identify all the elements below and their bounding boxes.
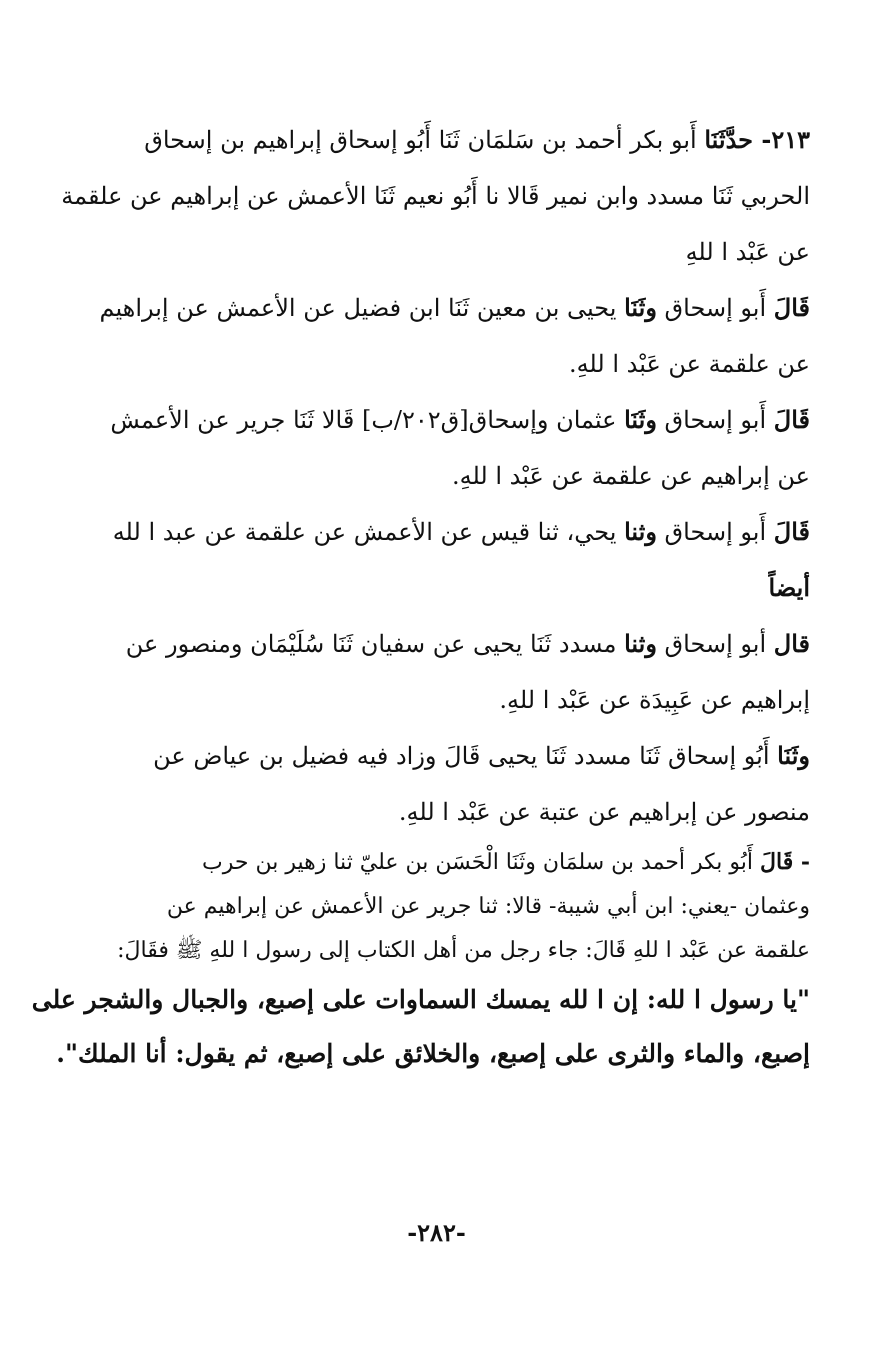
paragraph-line: أيضاً [768, 573, 810, 602]
paragraph-line: الحربي ثَنَا مسدد وابن نمير قَالا نا أَبُو نعيم ثَنَا الأعمش عن إبراهيم عن علقمة [61, 182, 810, 210]
paragraph-line [40, 112, 810, 168]
isnad-text: يحيى بن معين ثَنَا ابن فضيل عن الأعمش عن إبراهيم [99, 294, 625, 322]
page-number: -٢٨٢- [407, 1218, 466, 1247]
paragraph-line: عن إبراهيم عن علقمة عن عَبْد ا للهِ. [451, 462, 810, 490]
narrator-lead: - قَالَ [760, 849, 810, 875]
paragraph-line: وعثمان -يعني: ابن أبي شيبة- قالا: ثنا جرير عن الأعمش عن إبراهيم عن [166, 894, 810, 919]
paragraph-line [40, 728, 810, 784]
paragraph-line: عن عَبْد ا للهِ [685, 238, 810, 266]
narrator-lead: قَالَ [773, 517, 810, 546]
paragraph-line [40, 392, 810, 448]
connector-word: وثنا [624, 629, 657, 658]
paragraph-line: منصور عن إبراهيم عن عتبة عن عَبْد ا للهِ. [398, 798, 810, 826]
paragraph-line [40, 280, 810, 336]
isnad-text: أَبُو إسحاق ثَنَا مسدد ثَنَا يحيى قَالَ وزاد فيه فضيل بن عياض عن [153, 742, 778, 770]
narrator-lead: قال [773, 629, 810, 658]
isnad-text: أَبو إسحاق [656, 518, 774, 546]
hadith-paragraph-7 [40, 840, 810, 973]
connector-word: وثَنَا [624, 293, 657, 322]
isnad-text: يحي، ثنا قيس عن الأعمش عن علقمة عن عبد ا لله [112, 518, 625, 546]
isnad-text: عثمان وإسحاق[ق٢٠٢/ب] قَالا ثَنَا جرير عن الأعمش [110, 406, 625, 434]
narrator-lead: قَالَ [773, 293, 810, 322]
isnad-text: أَبُو بكر أحمد بن سلمَان وثَنَا الْحَسَن بن عليّ ثنا زهير بن حرب [202, 850, 760, 875]
connector-word: وثَنَا [777, 741, 810, 770]
isnad-text: مسدد ثَنَا يحيى عن سفيان ثَنَا سُلَيْمَان ومنصور عن [125, 630, 625, 658]
paragraph-line [40, 616, 810, 672]
hadith-paragraph-2 [40, 280, 810, 392]
connector-word: وثَنَا [624, 405, 657, 434]
paragraph-line [40, 504, 810, 560]
isnad-text: أبو إسحاق [656, 630, 774, 658]
paragraph-line: إبراهيم عن عَبِيدَة عن عَبْد ا للهِ. [499, 686, 810, 714]
isnad-text: أَبو إسحاق [656, 406, 774, 434]
isnad-text: أَبو إسحاق [656, 294, 774, 322]
paragraph-line [40, 840, 810, 885]
hadith-number: ٢١٣ [771, 125, 810, 154]
hadith-matn [31, 973, 810, 1081]
paragraph-line: إصبع، والماء والثرى على إصبع، والخلائق على إصبع، ثم يقول: أنا الملك". [56, 1039, 810, 1068]
paragraph-line: عن علقمة عن عَبْد ا للهِ. [568, 350, 810, 378]
connector-word: وثنا [624, 517, 657, 546]
hadith-paragraph-6 [40, 728, 810, 840]
isnad-text: أَبو بكر أحمد بن سَلمَان ثَنَا أَبُو إسحاق إبراهيم بن إسحاق [144, 126, 705, 154]
paragraph-line: "يا رسول ا لله: إن ا لله يمسك السماوات على إصبع، والجبال والشجر على [31, 985, 810, 1014]
hadith-intro: - حدَّثَنَا [704, 125, 772, 154]
hadith-paragraph-4 [40, 504, 810, 616]
hadith-paragraph-3 [40, 392, 810, 504]
hadith-text [31, 112, 810, 1081]
hadith-paragraph-1 [40, 112, 810, 280]
narrator-lead: قَالَ [773, 405, 810, 434]
paragraph-line: علقمة عن عَبْد ا للهِ قَالَ: جاء رجل من أهل الكتاب إلى رسول ا للهِ ﷺ فقَالَ: [117, 938, 810, 963]
hadith-paragraph-5 [40, 616, 810, 728]
